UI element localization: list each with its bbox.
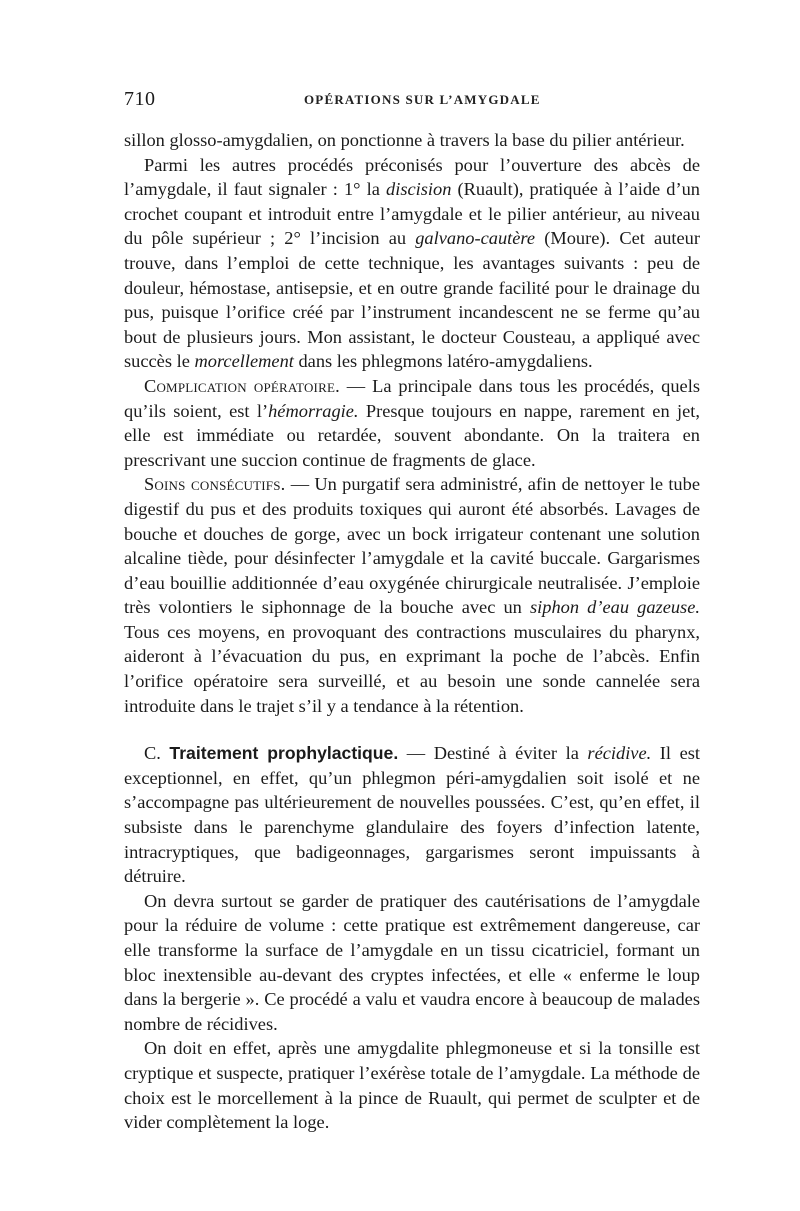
body-text: [124, 128, 700, 1135]
paragraph-soins: [124, 472, 700, 718]
text-run: (Moure). Cet auteur trouve, dans l’emploi de cette technique, les avantages suivants : peu de douleur, hémostase, antisepsie, et en outre grande facilité pour le drainage du pus, puisque l’orifice créé par l’instrument incandescent ne se ferme qu’au bout de plusieurs jours. Mon assistant, le docteur Cousteau, a appliqué avec succès le: [124, 228, 700, 372]
paragraph-continuation: [124, 128, 700, 153]
italic-term-morcellement: morcellement: [194, 351, 294, 372]
section-label: C.: [144, 743, 170, 764]
italic-term-galvano-cautere: galvano-cautère: [415, 228, 536, 249]
run-in-heading-soins: Soins consécutifs.: [144, 474, 286, 495]
text-run: dans les phlegmons latéro-amygdaliens.: [293, 351, 593, 372]
page-header: [124, 88, 700, 114]
paragraph-text: On doit en effet, après une amygdalite phlegmoneuse et si la tonsille est cryptique et suspecte, pratiquer l’exérèse totale de l’amygdale. La méthode de choix est le morcellement à la pince de Ruault, qui permet de sculpter et de vider complètement la loge.: [124, 1038, 700, 1133]
text-run: — Destiné à éviter la: [398, 743, 588, 764]
italic-term-discision: discision: [386, 179, 452, 200]
italic-term-recidive: récidive.: [587, 743, 652, 764]
text-run: Il est exceptionnel, en effet, qu’un phlegmon péri-amygdalien soit isolé et ne s’accompagne pas ultérieurement de nouvelles poussées. C’est, qu’en effet, il subsiste dans le parenchyme glandulaire des foyers d’infection latente, intracryptiques, que badigeonnages, gargarismes seront impuissants à détruire.: [124, 743, 700, 887]
italic-term-hemorragie: hémorragie.: [268, 400, 359, 421]
paragraph-other-procedures: [124, 153, 700, 374]
section-heading-traitement: Traitement prophylactique.: [169, 743, 399, 764]
text-run: (Ruault), pratiquée à l’aide d’un crochet coupant et introduit entre l’amygdale et le pilier antérieur, au niveau du pôle supérieur ; 2° l’incision au: [124, 179, 701, 249]
paragraph-exerese: [124, 1036, 700, 1134]
text-run: — Un purgatif sera administré, afin de nettoyer le tube digestif du pus et des produits toxiques qui auront été absorbés. Lavages de bouche et douches de gorge, avec un bock irrigateur contenant une solution alcaline tiède, pour désinfecter l’amygdale et la cavité buccale. Gargarismes d’eau bouillie additionnée d’eau oxygénée chirurgicale neutralisée. J’emploie très volontiers le siphonnage de la bouche avec un: [124, 474, 700, 618]
paragraph-complication: [124, 374, 700, 472]
paragraph-text: On devra surtout se garder de pratiquer des cautérisations de l’amygdale pour la réduire de volume : cette pratique est extrêmement dangereuse, car elle transforme la surface de l’amygdale en un tissu cicatriciel, formant un bloc inextensible au-devant des cryptes infectées, et elle « enferme le loup dans la bergerie ». Ce procédé a valu et vaudra encore à beaucoup de malades nombre de récidives.: [124, 890, 700, 1034]
page-number: 710: [124, 88, 156, 110]
text-run: Tous ces moyens, en provoquant des contractions musculaires du pharynx, aideront à l’évacuation du pus, en exprimant la poche de l’abcès. Enfin l’orifice opératoire sera surveillé, et au besoin une sonde cannelée sera introduite dans le trajet s’il y a tendance à la rétention.: [124, 621, 700, 716]
paragraph-text: sillon glosso-amygdalien, on ponctionne à travers la base du pilier antérieur.: [124, 130, 685, 150]
run-in-heading-complication: Complication opératoire.: [144, 375, 340, 396]
italic-term-siphon: siphon d’eau gazeuse.: [530, 597, 700, 618]
paragraph-cauterisations: [124, 889, 700, 1037]
text-run: Presque toujours en nappe, rarement en jet, elle est immédiate ou retardée, souvent abondante. On la traitera en prescrivant une succion continue de fragments de glace.: [124, 400, 700, 470]
text-run: Parmi les autres procédés préconisés pour l’ouverture des abcès de l’amygdale, il faut signaler : 1° la: [124, 154, 700, 200]
text-run: — La principale dans tous les procédés, quels qu’ils soient, est l’: [124, 375, 700, 421]
running-title: OPÉRATIONS SUR L’AMYGDALE: [304, 92, 541, 107]
paragraph-traitement-prophylactique: [124, 741, 700, 889]
